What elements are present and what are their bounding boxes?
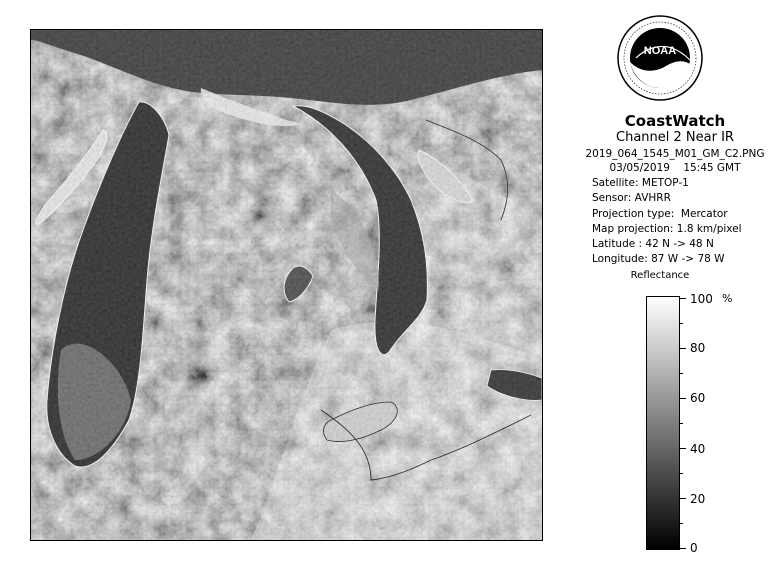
noaa-logo	[616, 14, 704, 102]
latitude-range-label: Latitude : 42 N -> 48 N	[592, 238, 714, 251]
legend-unit: %	[722, 292, 733, 305]
image-info-panel	[570, 112, 780, 268]
legend-tick-60	[680, 398, 686, 399]
acquisition-datetime: 03/05/2019 15:45 GMT	[609, 162, 741, 174]
sensor-grain	[31, 30, 542, 540]
legend-tick-label-100: 100	[690, 292, 713, 306]
legend-tick-label-20: 20	[690, 492, 706, 506]
satellite-label: Satellite: METOP-1	[592, 177, 689, 189]
legend-title: Reflectance	[630, 270, 690, 281]
legend-minor-tick	[680, 423, 683, 424]
channel-label: Channel 2 Near IR	[616, 130, 734, 145]
satellite-map	[30, 29, 543, 541]
image-filename: 2019_064_1545_M01_GM_C2.PNG	[585, 148, 765, 160]
legend-tick-label-40: 40	[690, 442, 706, 456]
map-projection-label: Map projection: 1.8 km/pixel	[592, 222, 742, 235]
legend-minor-tick	[680, 523, 683, 524]
product-title: CoastWatch	[624, 112, 726, 130]
reflectance-colorbar	[646, 296, 680, 550]
legend-tick-label-60: 60	[690, 391, 706, 405]
legend-tick-label-80: 80	[690, 341, 706, 355]
legend-tick-80	[680, 348, 686, 349]
legend-tick-0	[680, 548, 686, 549]
noaa-emblem-icon	[616, 14, 704, 102]
legend-minor-tick	[680, 323, 683, 324]
legend-minor-tick	[680, 473, 683, 474]
legend-tick-100	[680, 298, 686, 299]
legend-minor-tick	[680, 373, 683, 374]
projection-type-label: Projection type: Mercator	[592, 207, 728, 220]
sensor-label: Sensor: AVHRR	[592, 192, 671, 205]
legend-tick-20	[680, 498, 686, 499]
longitude-range-label: Longitude: 87 W -> 78 W	[592, 253, 725, 266]
legend-tick-label-0: 0	[690, 541, 698, 555]
logo-text: NOAA	[643, 45, 677, 57]
legend-tick-40	[680, 448, 686, 449]
satellite-image	[31, 30, 542, 540]
